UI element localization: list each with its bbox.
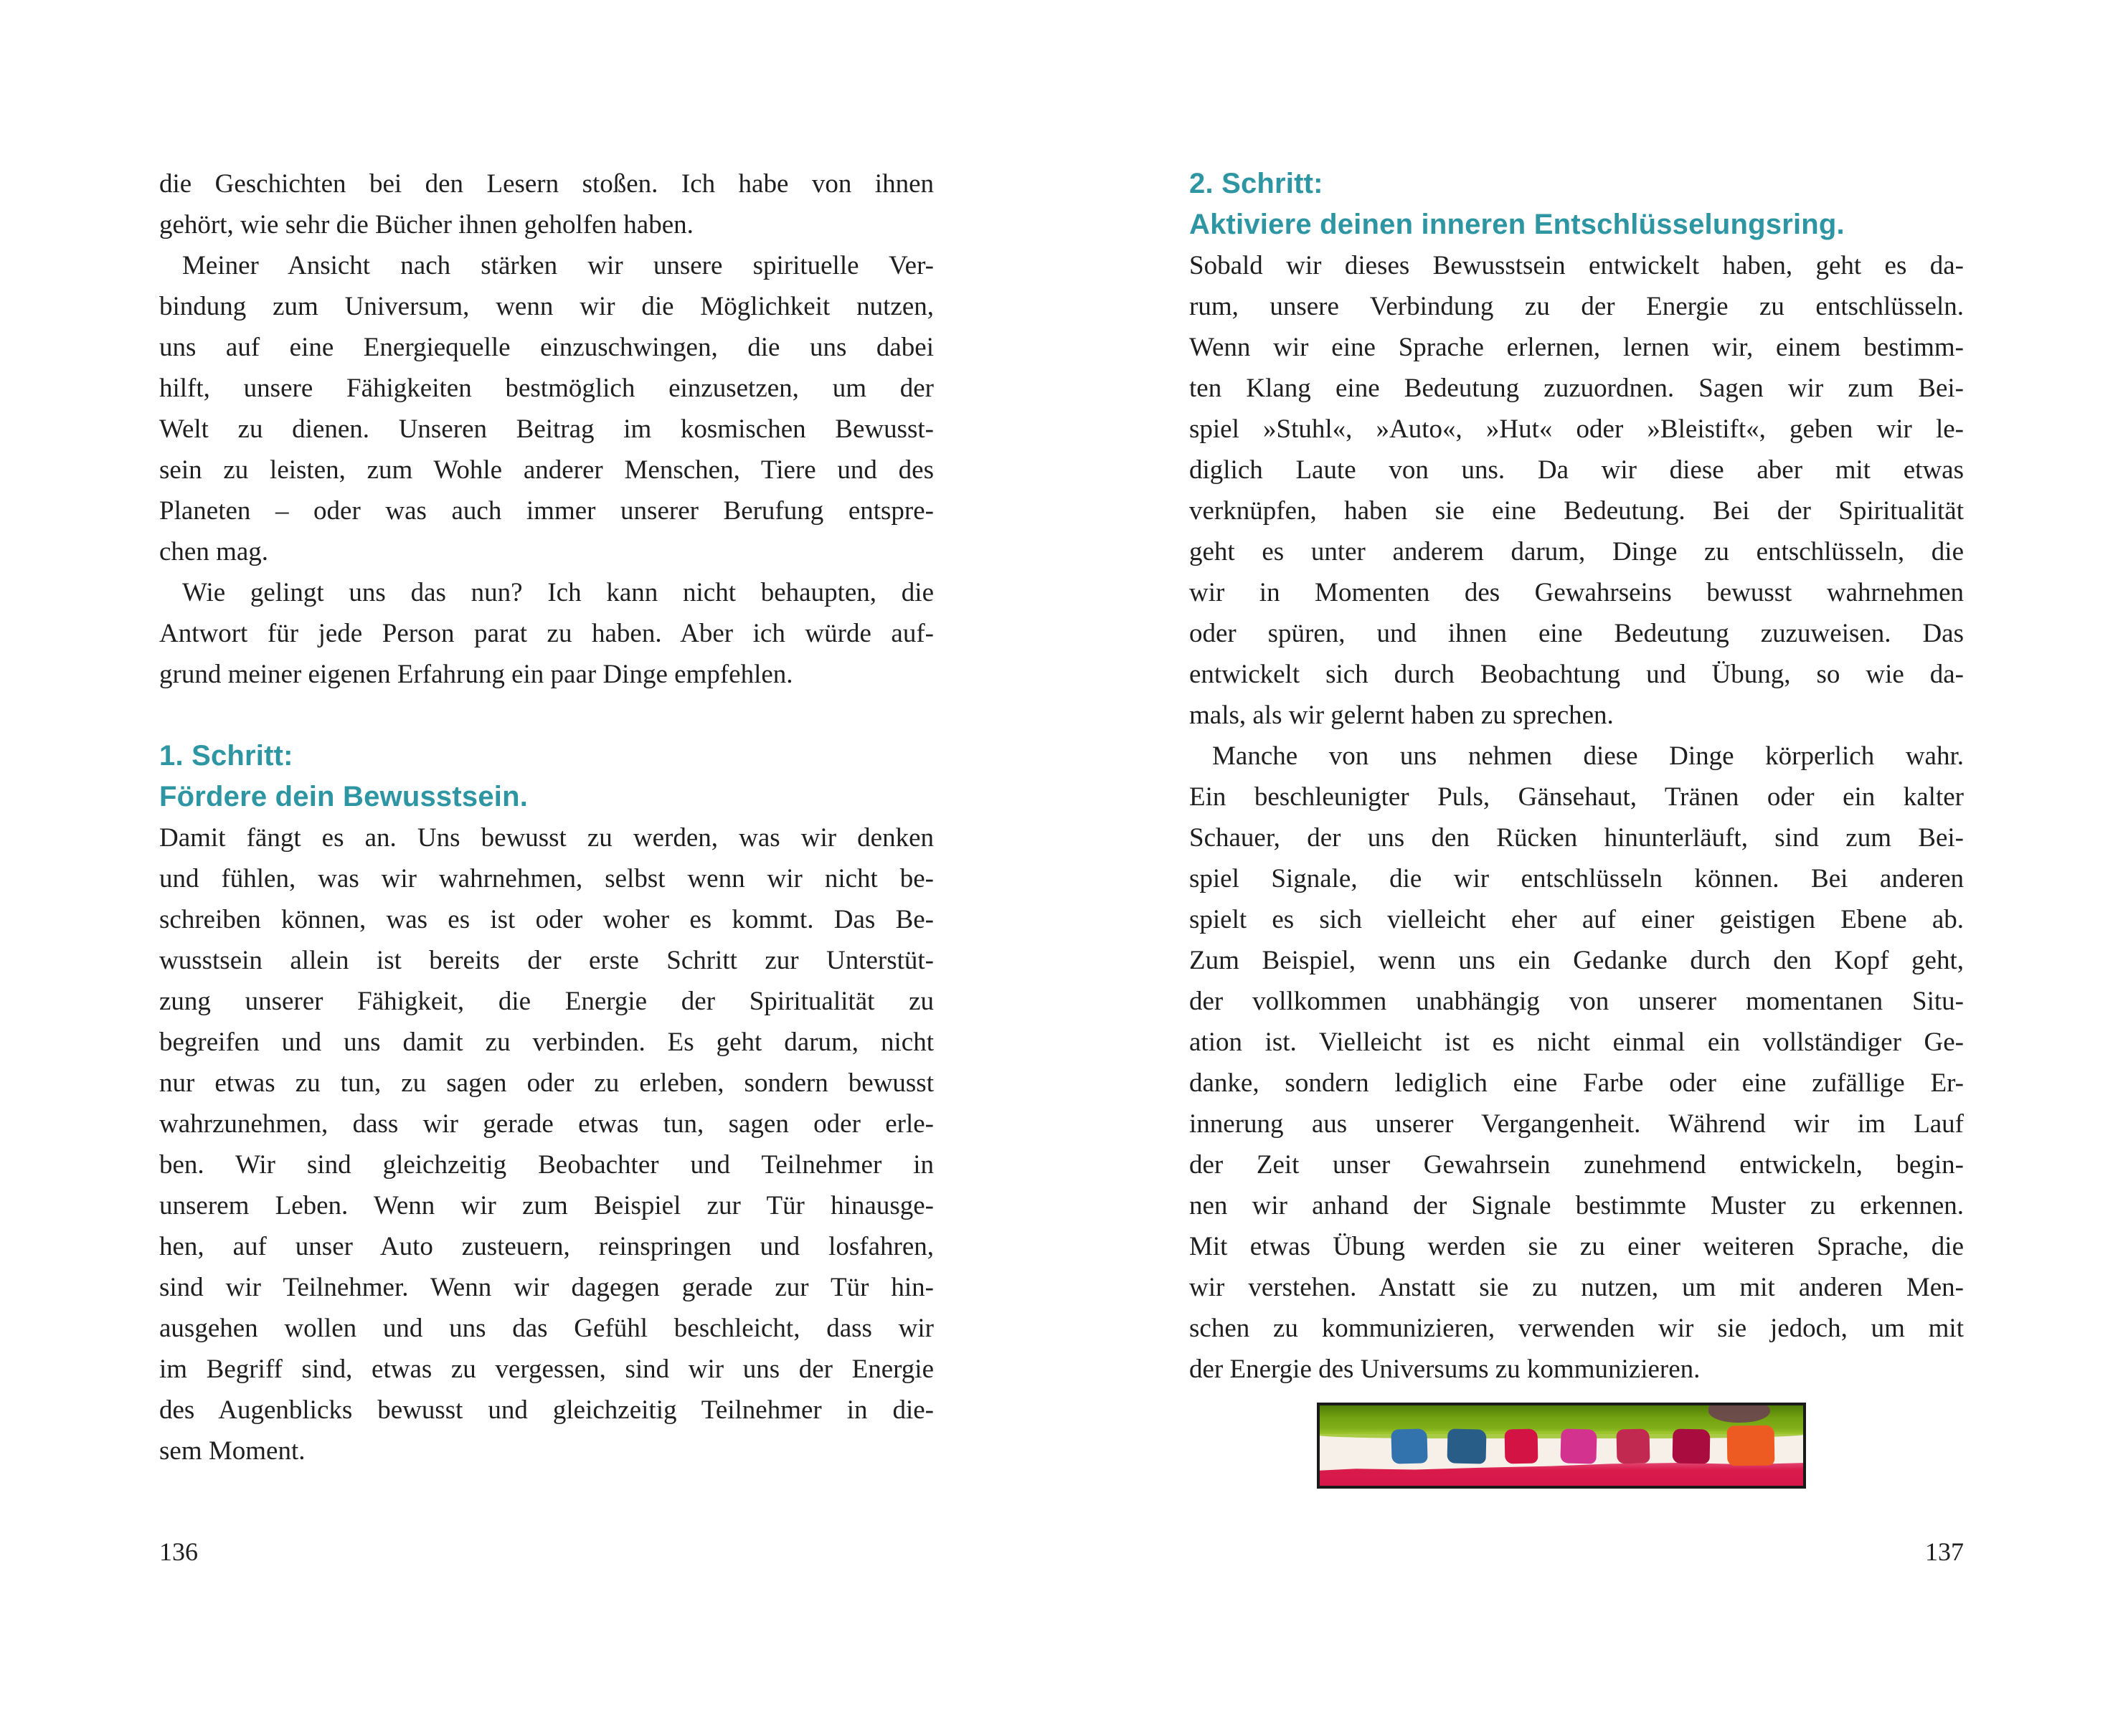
text-line: Meiner Ansicht nach stärken wir unsere spirituelle Ver- <box>182 251 934 280</box>
paragraph <box>159 163 934 245</box>
text-line: Manche von uns nehmen diese Dinge körperlich wahr. <box>1212 741 1964 771</box>
paint-swatch-3 <box>1505 1429 1538 1464</box>
paint-swatch-4 <box>1560 1428 1597 1464</box>
text-line: wahrzunehmen, dass wir gerade etwas tun, sagen oder erle- <box>159 1109 934 1139</box>
paint-swatch-1 <box>1391 1428 1427 1464</box>
text-line: grund meiner eigenen Erfahrung ein paar Dinge empfehlen. <box>159 660 793 689</box>
heading-line: Fördere dein Bewusstsein. <box>159 781 529 812</box>
text-line: Damit fängt es an. Uns bewusst zu werden, was wir denken <box>159 823 934 853</box>
paragraph <box>159 817 934 1471</box>
paragraph <box>1189 736 1964 1390</box>
text-line: Wenn wir eine Sprache erlernen, lernen wir, einem bestimm- <box>1189 333 1964 362</box>
text-line: wir in Momenten des Gewahrseins bewusst wahrnehmen <box>1189 578 1964 607</box>
text-line: Schauer, der uns den Rücken hinunterläuft, sind zum Bei- <box>1189 823 1964 853</box>
text-line: Mit etwas Übung werden sie zu einer weiteren Sprache, die <box>1189 1232 1964 1261</box>
text-line: ausgehen wollen und uns das Gefühl beschleicht, dass wir <box>159 1314 934 1343</box>
text-line: wir verstehen. Anstatt sie zu nutzen, um mit anderen Men- <box>1189 1273 1964 1302</box>
text-line: innerung aus unserer Vergangenheit. Während wir im Lauf <box>1189 1109 1964 1139</box>
text-line: ben. Wir sind gleichzeitig Beobachter und Teilnehmer in <box>159 1150 934 1180</box>
text-line: schen zu kommunizieren, verwenden wir sie jedoch, um mit <box>1189 1314 1964 1343</box>
page-right <box>1189 163 1964 1489</box>
text-line: Sobald wir dieses Bewusstsein entwickelt haben, geht es da- <box>1189 251 1964 280</box>
text-line: spiel Signale, die wir entschlüsseln können. Bei anderen <box>1189 864 1964 893</box>
text-line: Planeten – oder was auch immer unserer Berufung entspre- <box>159 496 934 526</box>
text-line: sein zu leisten, zum Wohle anderer Menschen, Tiere und des <box>159 455 934 485</box>
text-line: Wie gelingt uns das nun? Ich kann nicht behaupten, die <box>182 578 934 607</box>
text-line: oder spüren, und ihnen eine Bedeutung zuzuweisen. Das <box>1189 619 1964 648</box>
page-left <box>159 163 934 1471</box>
watercolor-color-chart <box>1317 1403 1806 1489</box>
text-line: diglich Laute von uns. Da wir diese aber mit etwas <box>1189 455 1964 485</box>
text-line: chen mag. <box>159 537 269 566</box>
text-line: sem Moment. <box>159 1436 306 1466</box>
text-line: nen wir anhand der Signale bestimmte Muster zu erkennen. <box>1189 1191 1964 1220</box>
text-line: Antwort für jede Person parat zu haben. Aber ich würde auf- <box>159 619 934 648</box>
heading-line: Aktiviere deinen inneren Entschlüsselungsring. <box>1189 209 1845 240</box>
heading-line: 1. Schritt: <box>159 740 293 772</box>
text-line: der Energie des Universums zu kommunizieren. <box>1189 1355 1701 1384</box>
heading-line: 2. Schritt: <box>1189 168 1323 199</box>
paragraph <box>1189 245 1964 736</box>
paragraph <box>159 245 934 572</box>
text-line: wusstsein allein ist bereits der erste Schritt zur Unterstüt- <box>159 946 934 975</box>
paint-swatch-7 <box>1727 1426 1775 1466</box>
text-line: sind wir Teilnehmer. Wenn wir dagegen gerade zur Tür hin- <box>159 1273 934 1302</box>
text-line: mals, als wir gelernt haben zu sprechen. <box>1189 701 1614 730</box>
paint-swatch-2 <box>1447 1428 1487 1464</box>
paint-swatch-5 <box>1617 1429 1650 1464</box>
text-line: verknüpfen, haben sie eine Bedeutung. Bei der Spiritualität <box>1189 496 1964 526</box>
text-line: ation ist. Vielleicht ist es nicht einmal ein vollständiger Ge- <box>1189 1028 1964 1057</box>
text-line: nur etwas zu tun, zu sagen oder zu erleben, sondern bewusst <box>159 1068 934 1098</box>
text-line: ten Klang eine Bedeutung zuzuordnen. Sagen wir zum Bei- <box>1189 374 1964 403</box>
text-line: entwickelt sich durch Beobachtung und Übung, so wie da- <box>1189 660 1964 689</box>
text-line: der Zeit unser Gewahrsein zunehmend entwickeln, begin- <box>1189 1150 1964 1180</box>
text-line: die Geschichten bei den Lesern stoßen. Ich habe von ihnen <box>159 169 934 199</box>
text-line: spielt es sich vielleicht eher auf einer geistigen Ebene ab. <box>1189 905 1964 934</box>
text-line: bindung zum Universum, wenn wir die Möglichkeit nutzen, <box>159 292 934 321</box>
paint-swatch-6 <box>1673 1429 1711 1464</box>
text-line: gehört, wie sehr die Bücher ihnen geholfen haben. <box>159 210 694 239</box>
text-line: geht es unter anderem darum, Dinge zu entschlüsseln, die <box>1189 537 1964 566</box>
page-number-left: 136 <box>159 1537 198 1566</box>
section-heading <box>159 736 934 817</box>
page-number-right: 137 <box>1925 1537 1964 1566</box>
text-line: uns auf eine Energiequelle einzuschwingen, die uns dabei <box>159 333 934 362</box>
text-line: rum, unsere Verbindung zu der Energie zu entschlüsseln. <box>1189 292 1964 321</box>
text-line: hilft, unsere Fähigkeiten bestmöglich einzusetzen, um der <box>159 374 934 403</box>
text-line: unserem Leben. Wenn wir zum Beispiel zur Tür hinausge- <box>159 1191 934 1220</box>
text-line: Welt zu dienen. Unseren Beitrag im kosmischen Bewusst- <box>159 414 934 444</box>
text-line: hen, auf unser Auto zusteuern, reinspringen und losfahren, <box>159 1232 934 1261</box>
text-line: danke, sondern lediglich eine Farbe oder eine zufällige Er- <box>1189 1068 1964 1098</box>
text-line: zung unserer Fähigkeit, die Energie der Spiritualität zu <box>159 987 934 1016</box>
section-heading <box>1189 163 1964 245</box>
text-line: Ein beschleunigter Puls, Gänsehaut, Tränen oder ein kalter <box>1189 782 1964 812</box>
text-line: schreiben können, was es ist oder woher es kommt. Das Be- <box>159 905 934 934</box>
text-line: spiel »Stuhl«, »Auto«, »Hut« oder »Bleistift«, geben wir le- <box>1189 414 1964 444</box>
text-line: des Augenblicks bewusst und gleichzeitig Teilnehmer in die- <box>159 1395 934 1425</box>
dark-blob <box>1708 1403 1770 1423</box>
text-line: und fühlen, was wir wahrnehmen, selbst wenn wir nicht be- <box>159 864 934 893</box>
text-line: im Begriff sind, etwas zu vergessen, sind wir uns der Energie <box>159 1355 934 1384</box>
text-line: der vollkommen unabhängig von unserer momentanen Situ- <box>1189 987 1964 1016</box>
text-line: Zum Beispiel, wenn uns ein Gedanke durch den Kopf geht, <box>1189 946 1964 975</box>
text-line: begreifen und uns damit zu verbinden. Es geht darum, nicht <box>159 1028 934 1057</box>
paragraph <box>159 572 934 695</box>
